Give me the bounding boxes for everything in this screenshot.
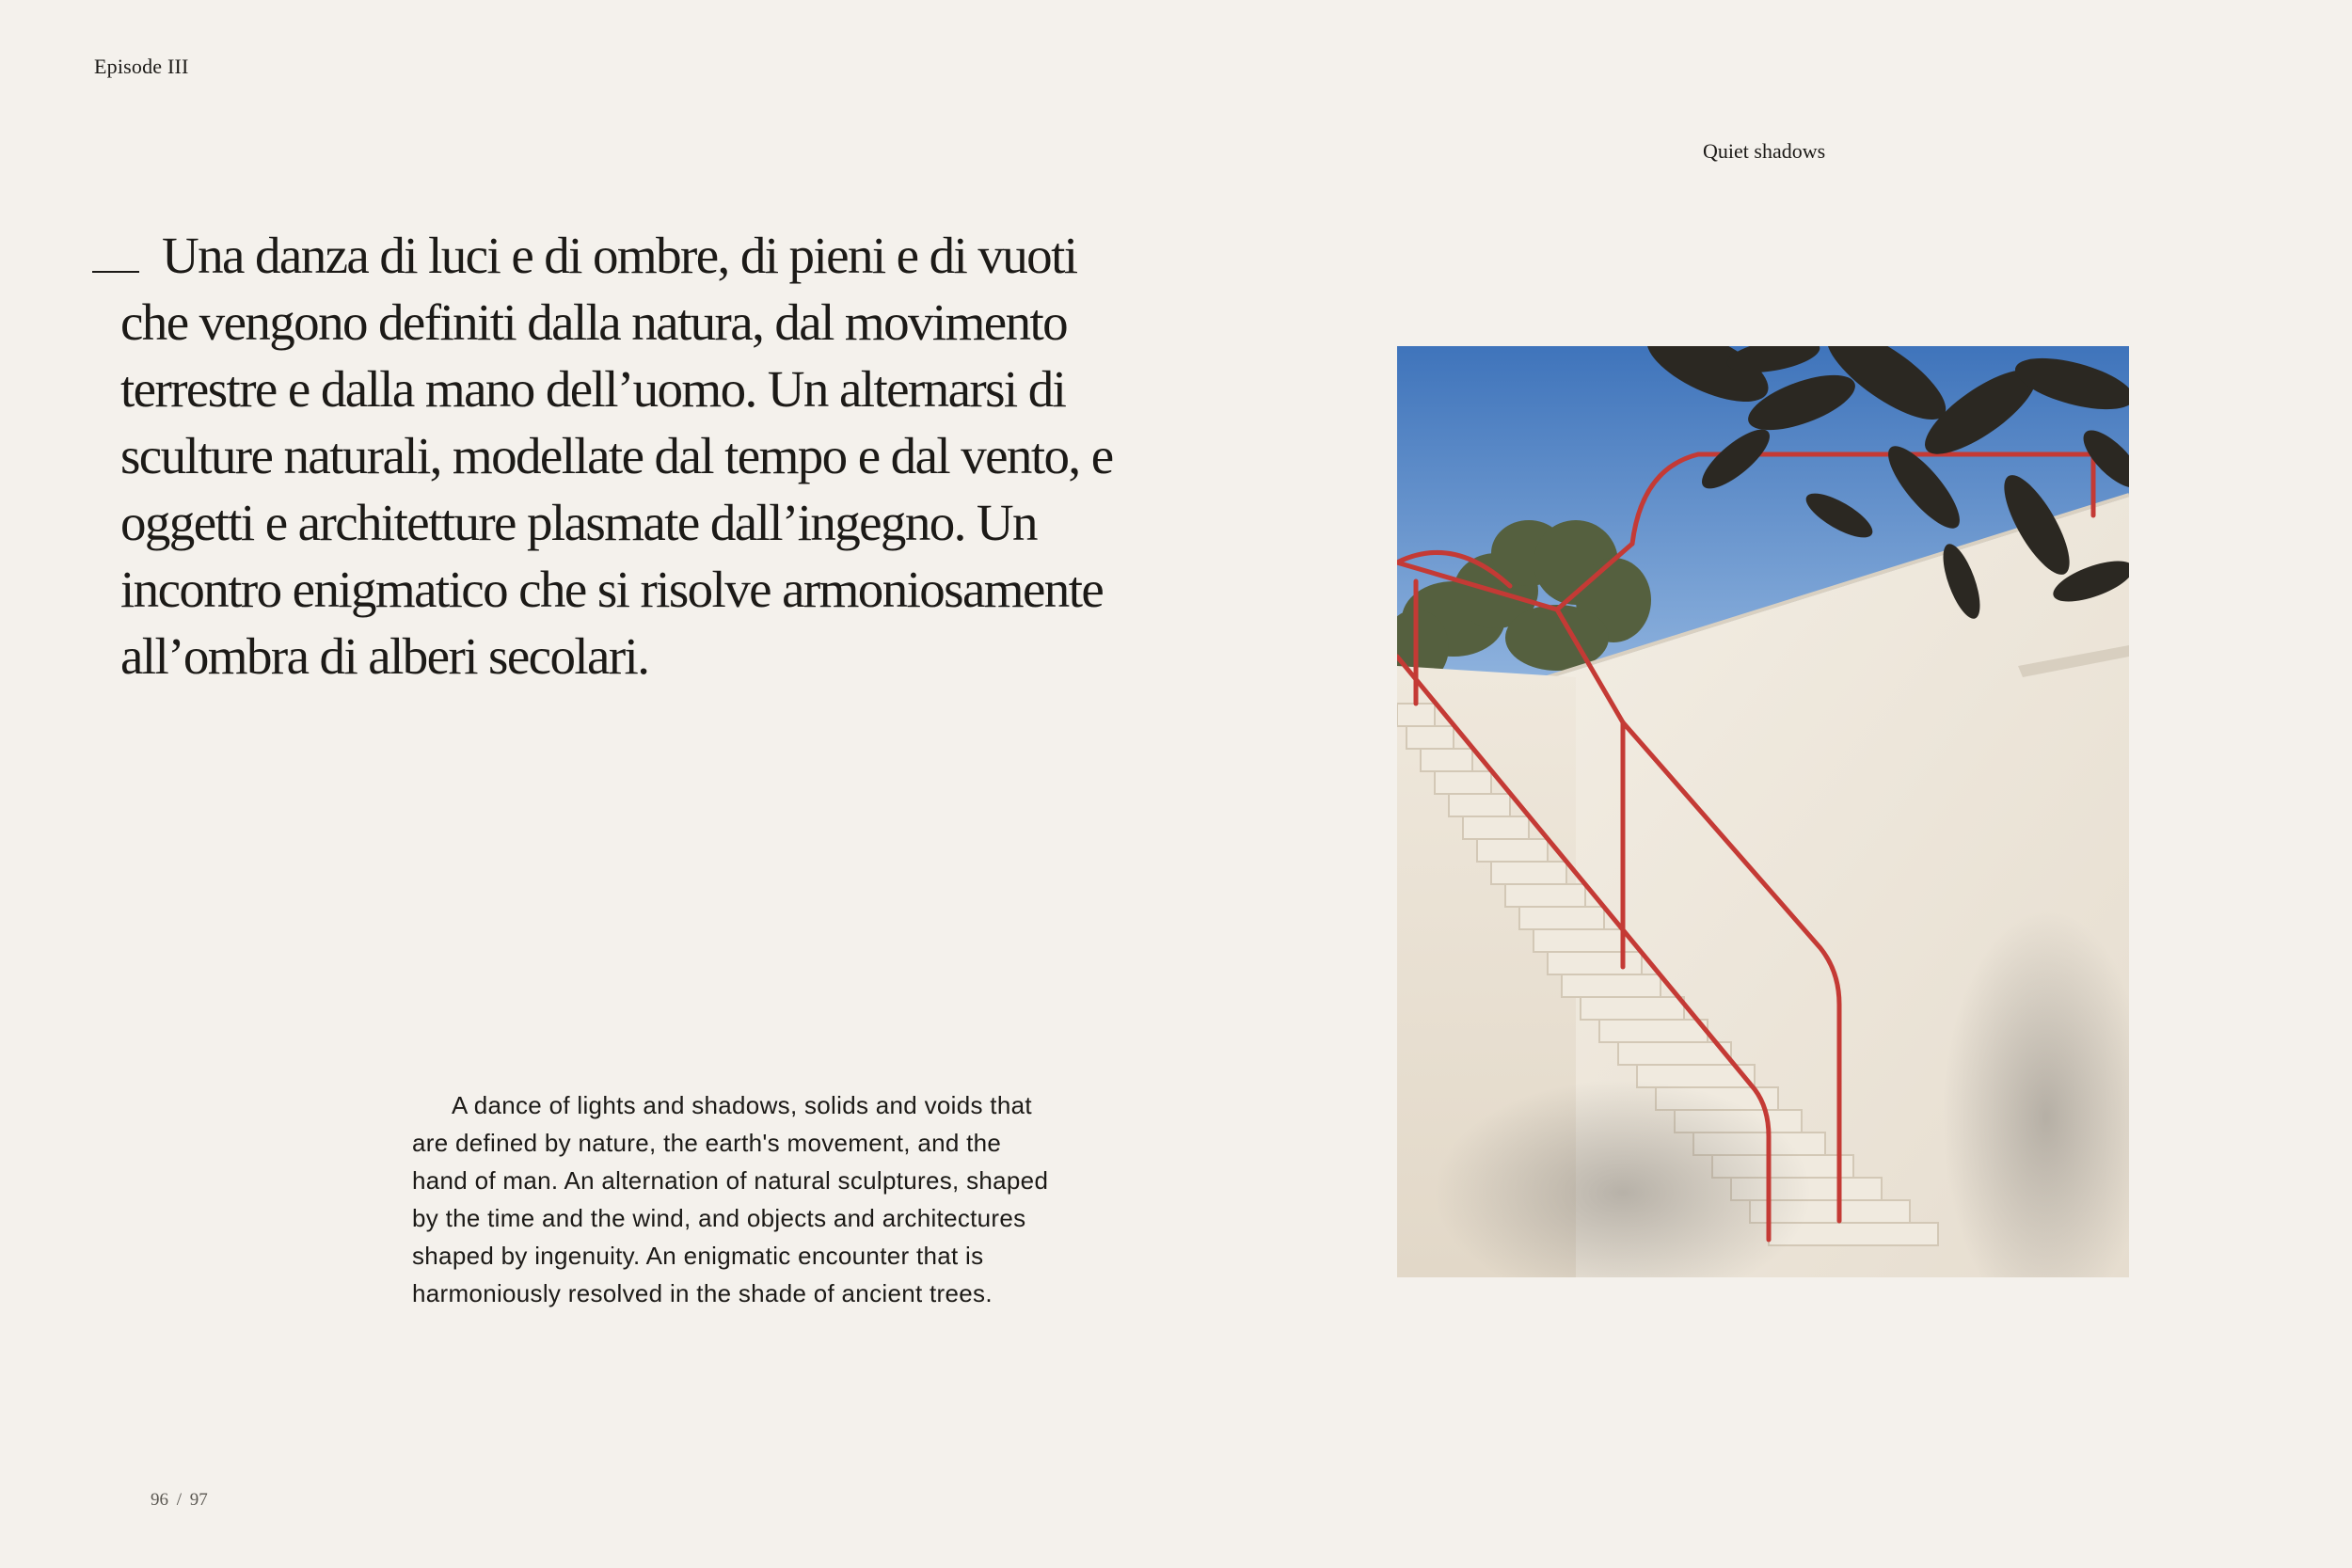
english-paragraph: A dance of lights and shadows, solids and voids that are defined by nature, the earth's movement, and the hand of man. An alternation of natural sculptures, shaped by the time and the wind, and objects and architectures shaped by ingenuity. An enigmatic encounter that is harmoniously resolved in the shade of ancient trees. <box>412 1091 1049 1307</box>
italian-paragraph: Una danza di luci e di ombre, di pieni e di vuoti che vengono definiti dalla natura, dal movimento terrestre e dalla mano dell’uomo. Un alternarsi di sculture naturali, modellate dal tempo e dal vento, e oggetti e architetture plasmate dall’ingegno. Un incontro enigmatico che si risolve armoniosamente all’ombra di alberi secolari. <box>120 227 1113 685</box>
page-numbers: 96 / 97 <box>151 1490 208 1510</box>
episode-label: Episode III <box>94 55 189 78</box>
photo-caption: Quiet shadows <box>1703 139 1826 163</box>
staircase-photo <box>1397 346 2129 1277</box>
